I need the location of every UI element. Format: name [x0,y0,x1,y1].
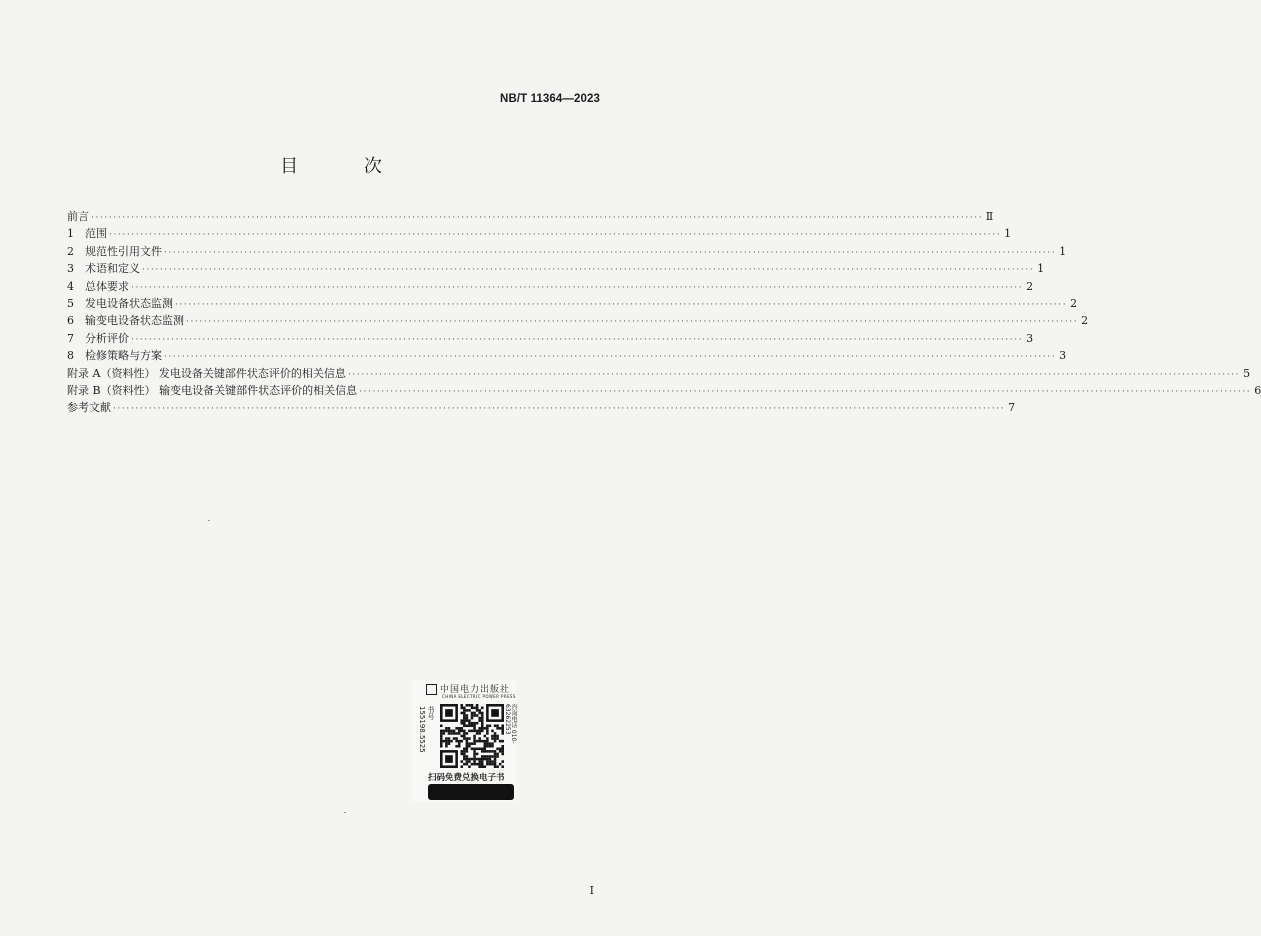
toc-entry[interactable] [67,260,1045,277]
qr-caption: 扫码免费兑换电子书 [428,773,505,783]
toc-leader-dots: ········································································································································································································ [164,352,1057,363]
toc-entry[interactable] [67,243,1067,260]
toc-entry[interactable] [67,295,1078,312]
toc-entry-number: 1 [67,227,74,241]
toc-entry-page: 3 [1026,331,1034,345]
toc-entry-page: 2 [1070,296,1078,310]
page-number: I [589,884,594,897]
qr-code-icon[interactable] [440,704,504,768]
toc-entry[interactable] [67,399,1016,416]
toc-entry-page: 2 [1026,279,1034,293]
toc-entry[interactable] [67,278,1034,295]
document-code: NB/T 11364—2023 [500,93,600,105]
phone-text: 咨询电话 010-63262253 [504,704,517,744]
toc-entry-number: 4 [67,279,74,293]
toc-entry[interactable] [67,365,1251,382]
toc-entry-label: 规范性引用文件 [85,244,162,258]
toc-entry[interactable] [67,208,994,225]
publisher-logo: 中国电力出版社 CHINA ELECTRIC POWER PRESS [426,682,518,702]
toc-entry-page: 6 [1254,383,1261,397]
toc-entry-label: 范围 [85,227,107,241]
toc-leader-dots: ········································································································································································································ [359,386,1252,397]
toc-entry-number: 7 [67,331,74,345]
toc-leader-dots: ········································································································································································································ [175,299,1068,310]
toc-entry-label: 附录 B（资料性） 输变电设备关键部件状态评价的相关信息 [67,383,358,397]
redacted-code-box [428,784,514,800]
toc-leader-dots: ········································································································································································································ [113,404,1006,415]
toc-entry-label: 前言 [67,210,89,223]
isbn-text: 书号 155198.5525 [418,706,435,753]
toc-entry-page: Ⅱ [985,210,994,223]
qr-sticker [412,680,516,802]
toc-entry-number: 2 [67,244,74,258]
toc-entry-number: 5 [67,296,74,310]
toc-leader-dots: ········································································································································································································ [91,213,984,223]
toc-leader-dots: ········································································································································································································ [131,282,1024,293]
toc-entry[interactable] [67,347,1067,364]
toc-leader-dots: ········································································································································································································ [131,334,1024,345]
toc-leader-dots: ········································································································································································································ [186,317,1079,328]
toc-entry-page: 5 [1243,366,1251,380]
scan-speck [208,520,210,521]
toc-entry[interactable] [67,330,1034,347]
toc-entry-label: 总体要求 [85,279,129,293]
toc-entry[interactable] [67,312,1089,329]
scan-speck [344,812,346,813]
toc-leader-dots: ········································································································································································································ [164,247,1057,258]
toc-entry-page: 1 [1059,244,1067,258]
toc-entry-label: 术语和定义 [85,262,140,276]
toc-entry-label: 发电设备状态监测 [85,296,173,310]
toc-entry-label: 附录 A（资料性） 发电设备关键部件状态评价的相关信息 [67,366,346,380]
toc-entry-number: 8 [67,349,74,363]
toc-entry-page: 3 [1059,349,1067,363]
table-of-contents [67,208,1261,417]
toc-leader-dots: ········································································································································································································ [347,369,1241,380]
toc-entry-label: 分析评价 [85,331,129,345]
toc-title: 目 次 [280,156,412,177]
toc-entry[interactable] [67,382,1261,399]
toc-entry-page: 2 [1081,314,1089,328]
toc-leader-dots: ········································································································································································································ [142,265,1035,276]
toc-entry[interactable] [67,225,1012,242]
toc-leader-dots: ········································································································································································································ [109,230,1002,241]
publisher-mark-icon [426,684,437,695]
toc-entry-number: 6 [67,314,74,328]
toc-entry-label: 参考文献 [67,401,111,415]
toc-entry-page: 7 [1008,401,1016,415]
toc-entry-number: 3 [67,262,74,276]
toc-entry-page: 1 [1004,227,1012,241]
toc-entry-label: 检修策略与方案 [85,349,162,363]
toc-entry-label: 输变电设备状态监测 [85,314,184,328]
toc-entry-page: 1 [1037,262,1045,276]
